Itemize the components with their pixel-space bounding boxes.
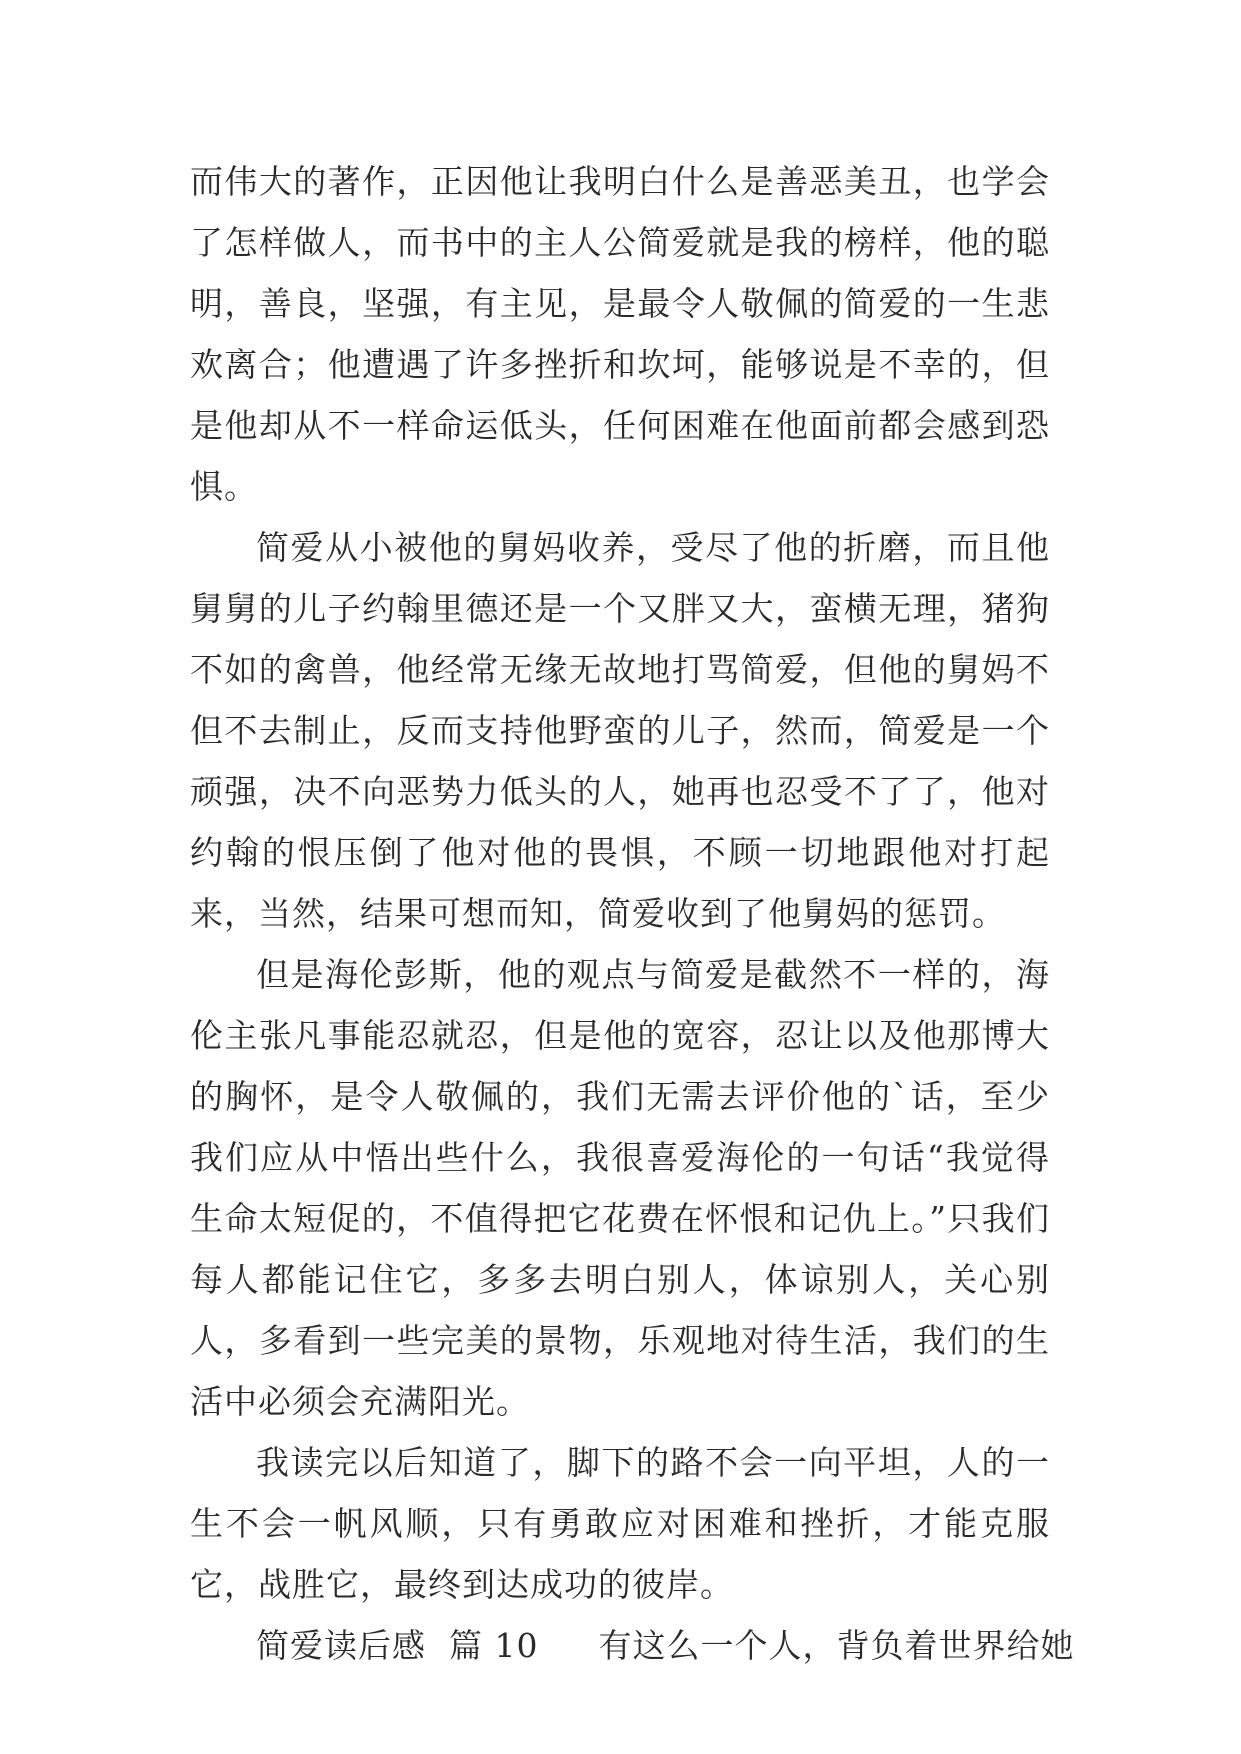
paragraph-1: 而伟大的著作，正因他让我明白什么是善恶美丑，也学会了怎样做人，而书中的主人公简爱就是我的榜样，他的聪明，善良，坚强，有主见，是最令人敬佩的简爱的一生悲欢离合；他遭遇了许多挫折和坎坷，能够说是不幸的，但是他却从不一样命运低头，任何困难在他面前都会感到恐惧。	[190, 162, 1050, 506]
paragraph-2: 简爱从小被他的舅妈收养，受尽了他的折磨，而且他舅舅的儿子约翰里德还是一个又胖又大，蛮横无理，猪狗不如的禽兽，他经常无缘无故地打骂简爱，但他的舅妈不但不去制止，反而支持他野蛮的儿子，然而，简爱是一个顽强，决不向恶势力低头的人，她再也忍受不了了，他对约翰的恨压倒了他对他的畏惧，不顾一切地跟他对打起来，当然，结果可想而知，简爱收到了他舅妈的惩罚。	[190, 528, 1050, 933]
document-body	[190, 151, 1075, 1676]
paragraph-4: 我读完以后知道了，脚下的路不会一向平坦，人的一生不会一帆风顺，只有勇敢应对困难和挫折，才能克服它，战胜它，最终到达成功的彼岸。	[190, 1443, 1050, 1604]
section-title: 简爱读后感	[256, 1626, 426, 1665]
section-heading-line	[190, 1615, 1075, 1676]
section-continuation-text: 有这么一个人，背负着世界给她	[598, 1626, 1075, 1665]
section-number: 篇 10	[448, 1626, 539, 1665]
paragraph-3: 但是海伦彭斯，他的观点与简爱是截然不一样的，海伦主张凡事能忍就忍，但是他的宽容，忍让以及他那博大的胸怀，是令人敬佩的，我们无需去评价他的`话，至少我们应从中悟出些什么，我很喜爱海伦的一句话“我觉得生命太短促的，不值得把它花费在怀恨和记仇上。”只我们每人都能记住它，多多去明白别人，体谅别人，关心别人，多看到一些完美的景物，乐观地对待生活，我们的生活中必须会充满阳光。	[190, 955, 1050, 1421]
